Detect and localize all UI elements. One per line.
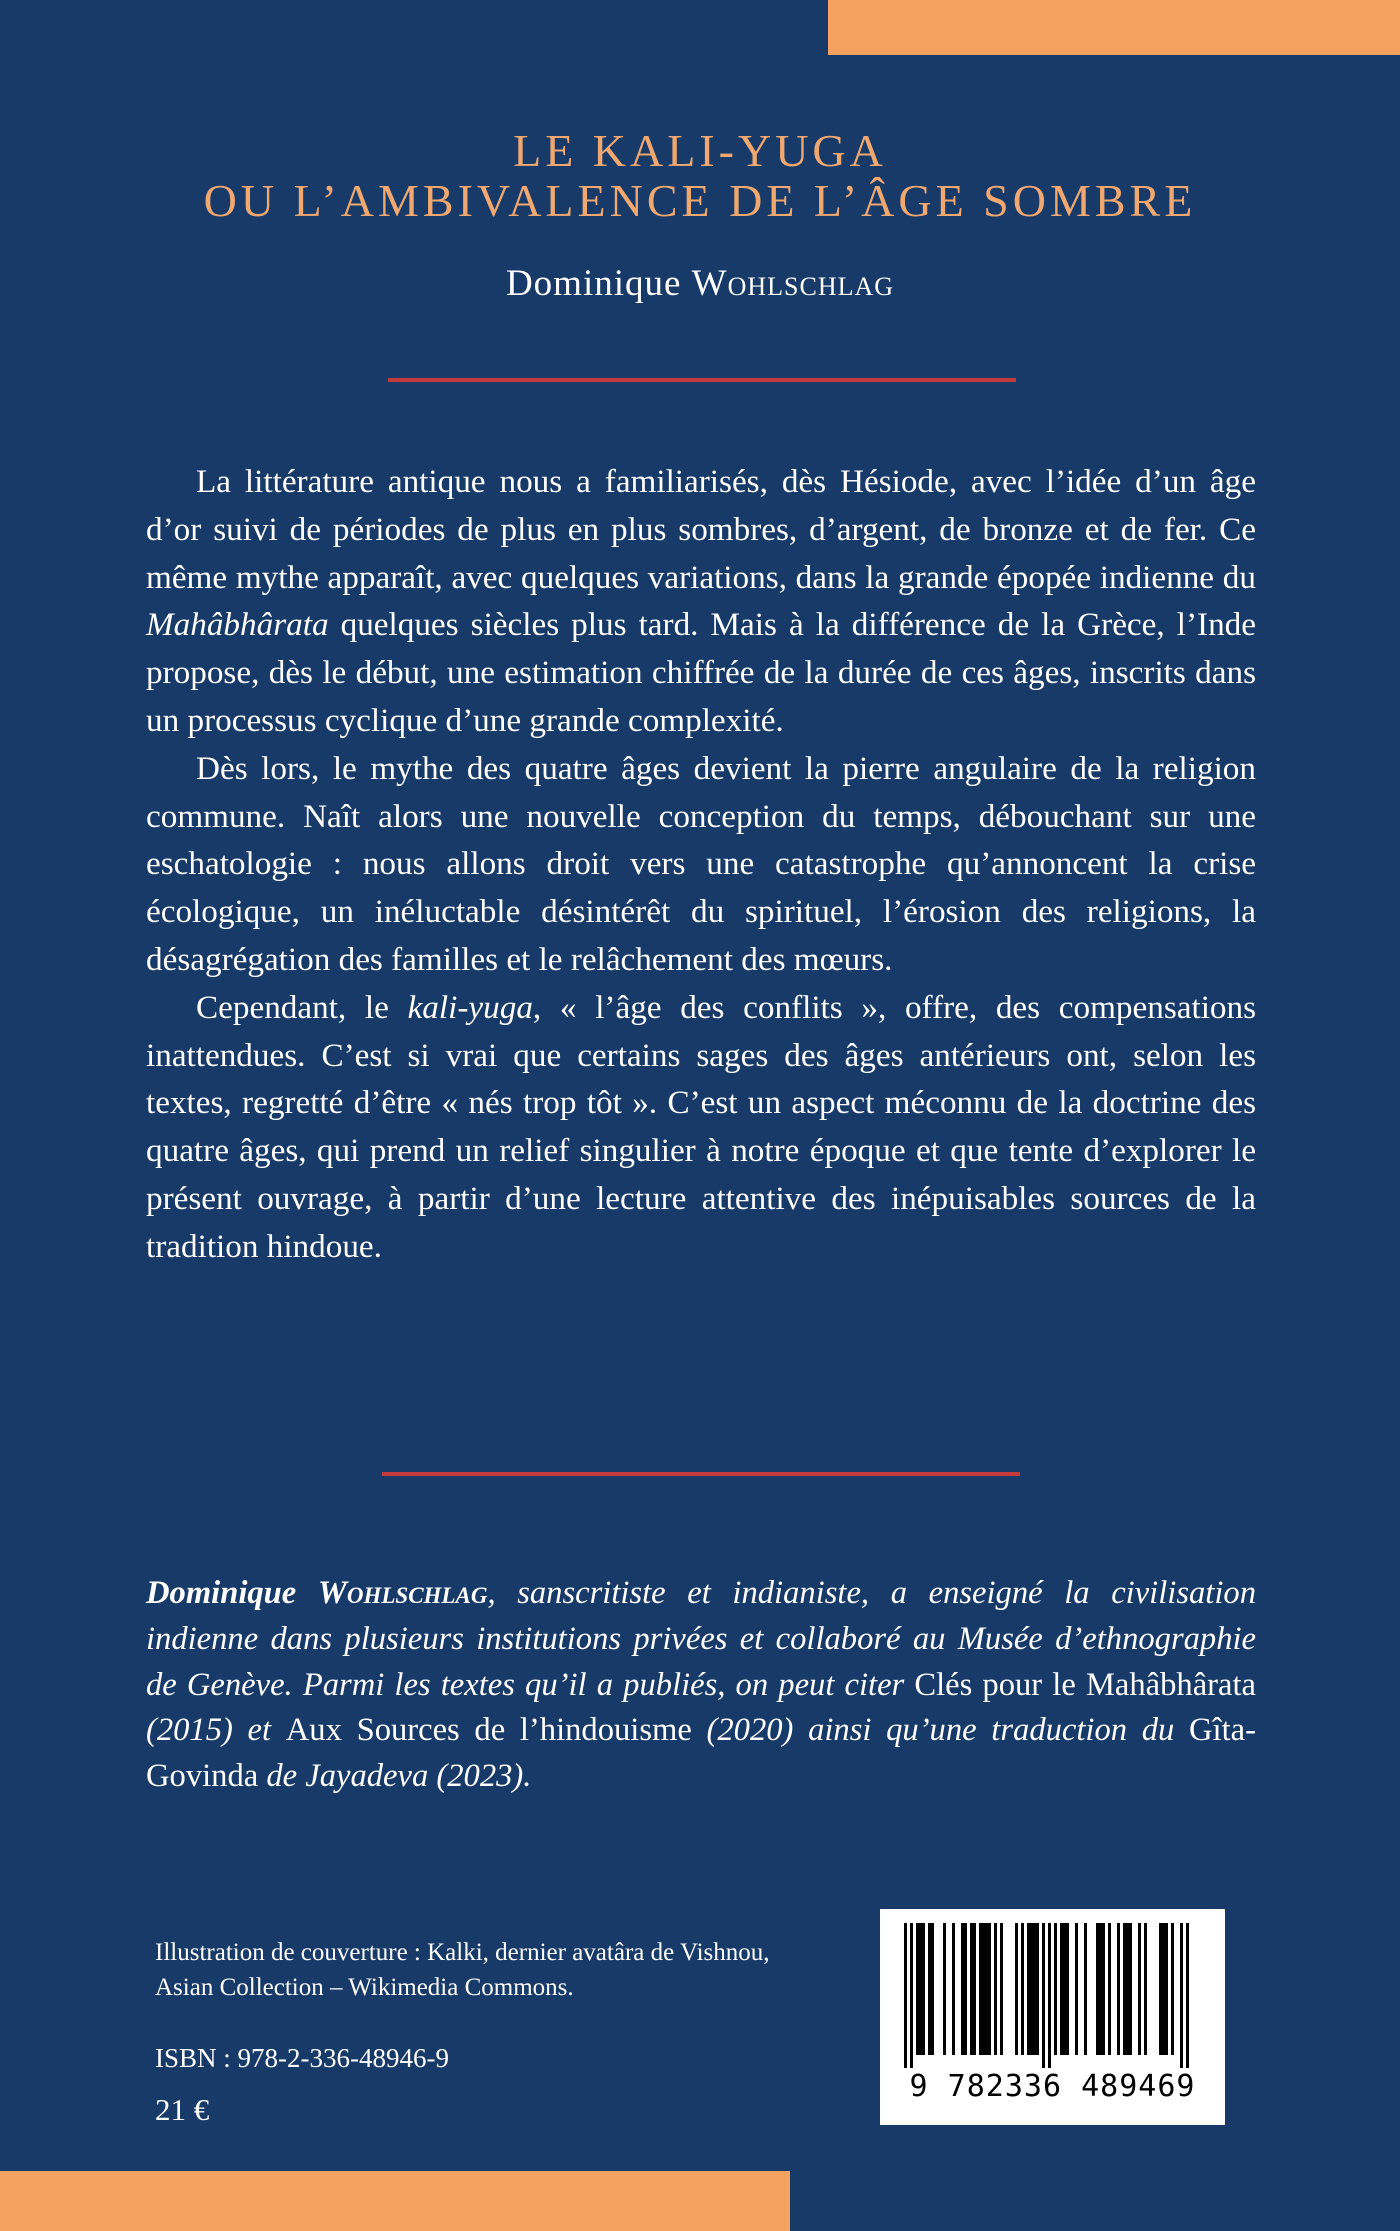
barcode-bar bbox=[1129, 1923, 1132, 2055]
price: 21 € bbox=[155, 2092, 210, 2127]
barcode-bar bbox=[1117, 1923, 1120, 2055]
barcode-bar bbox=[1162, 1923, 1165, 2055]
author-name bbox=[0, 262, 1400, 305]
barcode-bar bbox=[1144, 1923, 1147, 2055]
barcode-bar bbox=[1159, 1923, 1162, 2055]
barcode-bar bbox=[1033, 1923, 1036, 2055]
blurb-p3-text-b: , « l’âge des conflits », offre, des compensations inattendues. C’est si vrai que certains sages des âges antérieurs ont, selon les textes, regretté d’être « nés trop tôt ». C’est un aspect méconnu de la doctrine des quatre âges, qui prend un relief singulier à notre époque et que tente d’explorer le présent ouvrage, à partir d’une lecture attentive des inépuisables sources de la tradition hindoue. bbox=[146, 988, 1257, 1265]
book-title-line1: LE KALI-YUGA bbox=[513, 125, 887, 176]
barcode-bar bbox=[1180, 1923, 1183, 2068]
barcode-bar bbox=[961, 1923, 964, 2055]
barcode-bars bbox=[904, 1923, 1201, 2068]
blurb bbox=[146, 458, 1256, 1271]
barcode-bar bbox=[1000, 1923, 1003, 2055]
barcode-bar bbox=[994, 1923, 997, 2055]
blurb-paragraph-3 bbox=[146, 984, 1256, 1271]
barcode-bar bbox=[1099, 1923, 1102, 2055]
barcode-bar bbox=[964, 1923, 967, 2055]
barcode-bar bbox=[952, 1923, 955, 2055]
barcode-bar bbox=[1054, 1923, 1057, 2055]
barcode-bar bbox=[1123, 1923, 1126, 2055]
blurb-p3-text-a: Cependant, le bbox=[196, 988, 389, 1026]
bio-name-last: Wohlschlag bbox=[317, 1575, 488, 1611]
barcode-bar bbox=[1036, 1923, 1039, 2055]
divider-bottom bbox=[382, 1472, 1020, 1476]
barcode-bar bbox=[1030, 1923, 1033, 2055]
bio-text-2: (2015) et bbox=[146, 1712, 272, 1749]
cover-credit bbox=[155, 1935, 875, 2005]
barcode-bar bbox=[985, 1923, 988, 2055]
bio-text-3: (2020) ainsi qu’une traduction du bbox=[706, 1712, 1175, 1749]
barcode-bar bbox=[1171, 1923, 1174, 2055]
bio-text-4: de Jayadeva (2023). bbox=[266, 1758, 532, 1795]
bio-name-first: Dominique bbox=[146, 1575, 297, 1611]
barcode-bar bbox=[1138, 1923, 1141, 2055]
barcode-bar bbox=[904, 1923, 907, 2068]
blurb-paragraph-1 bbox=[146, 458, 1256, 745]
cover-credit-line2: Asian Collection – Wikimedia Commons. bbox=[155, 1974, 574, 2001]
barcode bbox=[880, 1909, 1225, 2125]
barcode-bar bbox=[1075, 1923, 1078, 2055]
barcode-bar bbox=[916, 1923, 919, 2055]
barcode-bar bbox=[973, 1923, 976, 2055]
bottom-accent-band bbox=[0, 2171, 790, 2231]
barcode-bar bbox=[1063, 1923, 1066, 2055]
barcode-bar bbox=[931, 1923, 934, 2055]
author-first-name: Dominique bbox=[505, 263, 682, 304]
book-title-line2: OU L’AMBIVALENCE DE L’ÂGE SOMBRE bbox=[203, 175, 1197, 226]
barcode-digits: 9 782336 489469 bbox=[909, 2069, 1196, 2104]
cover-credit-line1: Illustration de couverture : Kalki, dernier avatâra de Vishnou, bbox=[155, 1939, 770, 1966]
blurb-p1-italic: Mahâbhârata bbox=[146, 606, 329, 644]
barcode-bar bbox=[1186, 1923, 1189, 2068]
barcode-bar bbox=[1042, 1923, 1045, 2068]
barcode-bar bbox=[928, 1923, 931, 2055]
author-bio bbox=[146, 1571, 1256, 1800]
blurb-paragraph-2: Dès lors, le mythe des quatre âges devient la pierre angulaire de la religion commune. Naît alors une nouvelle conception du temps, débouchant sur une eschatologie : nous allons droit vers une catastrophe qu’annoncent la crise écologique, un inéluctable désintérêt du spirituel, l’érosion des religions, la désagrégation des familles et le relâchement des mœurs. bbox=[146, 749, 1256, 978]
blurb-p1-text-b: quelques siècles plus tard. Mais à la différence de la Grèce, l’Inde propose, dès le début, une estimation chiffrée de la durée de ces âges, inscrits dans un processus cyclique d’une grande complexité. bbox=[146, 606, 1256, 739]
barcode-bar bbox=[922, 1923, 925, 2055]
barcode-bar bbox=[1165, 1923, 1168, 2055]
bio-book-1: Clés pour le Mahâbhârata bbox=[914, 1666, 1256, 1703]
blurb-p1-text-a: La littérature antique nous a familiarisés, dès Hésiode, avec l’idée d’un âge d’or suivi de périodes de plus en plus sombres, d’argent, de bronze et de fer. Ce même mythe apparaît, avec quelques variations, dans la grande épopée indienne du bbox=[146, 463, 1256, 596]
barcode-bar bbox=[910, 1923, 913, 2068]
barcode-bar bbox=[919, 1923, 922, 2055]
top-accent-band bbox=[828, 0, 1400, 55]
author-last-name: Wohlschlag bbox=[691, 263, 895, 304]
barcode-bar bbox=[970, 1923, 973, 2055]
barcode-bar bbox=[988, 1923, 991, 2055]
barcode-bar bbox=[1027, 1923, 1030, 2055]
barcode-bar bbox=[1060, 1923, 1063, 2055]
barcode-bar bbox=[1096, 1923, 1099, 2055]
barcode-bar bbox=[1084, 1923, 1087, 2055]
barcode-bar bbox=[982, 1923, 985, 2055]
bio-text-1: , sanscritiste et indianiste, a enseigné la civilisation indienne dans plusieurs institutions privées et collaboré au Musée d’ethnographie de Genève. Parmi les textes qu’il a publiés, on peut citer bbox=[146, 1575, 1256, 1703]
bio-book-2: Aux Sources de l’hindouisme bbox=[285, 1712, 692, 1749]
barcode-bar bbox=[1102, 1923, 1105, 2055]
divider-top bbox=[388, 378, 1016, 382]
bio-book-3: Gîta-Govinda bbox=[146, 1712, 1256, 1795]
barcode-bar bbox=[1126, 1923, 1129, 2055]
barcode-bar bbox=[1015, 1923, 1018, 2055]
barcode-bar bbox=[979, 1923, 982, 2055]
barcode-bar bbox=[1066, 1923, 1069, 2055]
isbn: ISBN : 978-2-336-48946-9 bbox=[155, 2043, 449, 2073]
blurb-p3-italic: kali-yuga bbox=[407, 988, 533, 1026]
barcode-bar bbox=[943, 1923, 946, 2055]
barcode-bar bbox=[1048, 1923, 1051, 2068]
barcode-bar bbox=[1021, 1923, 1024, 2055]
barcode-bar bbox=[1108, 1923, 1111, 2055]
